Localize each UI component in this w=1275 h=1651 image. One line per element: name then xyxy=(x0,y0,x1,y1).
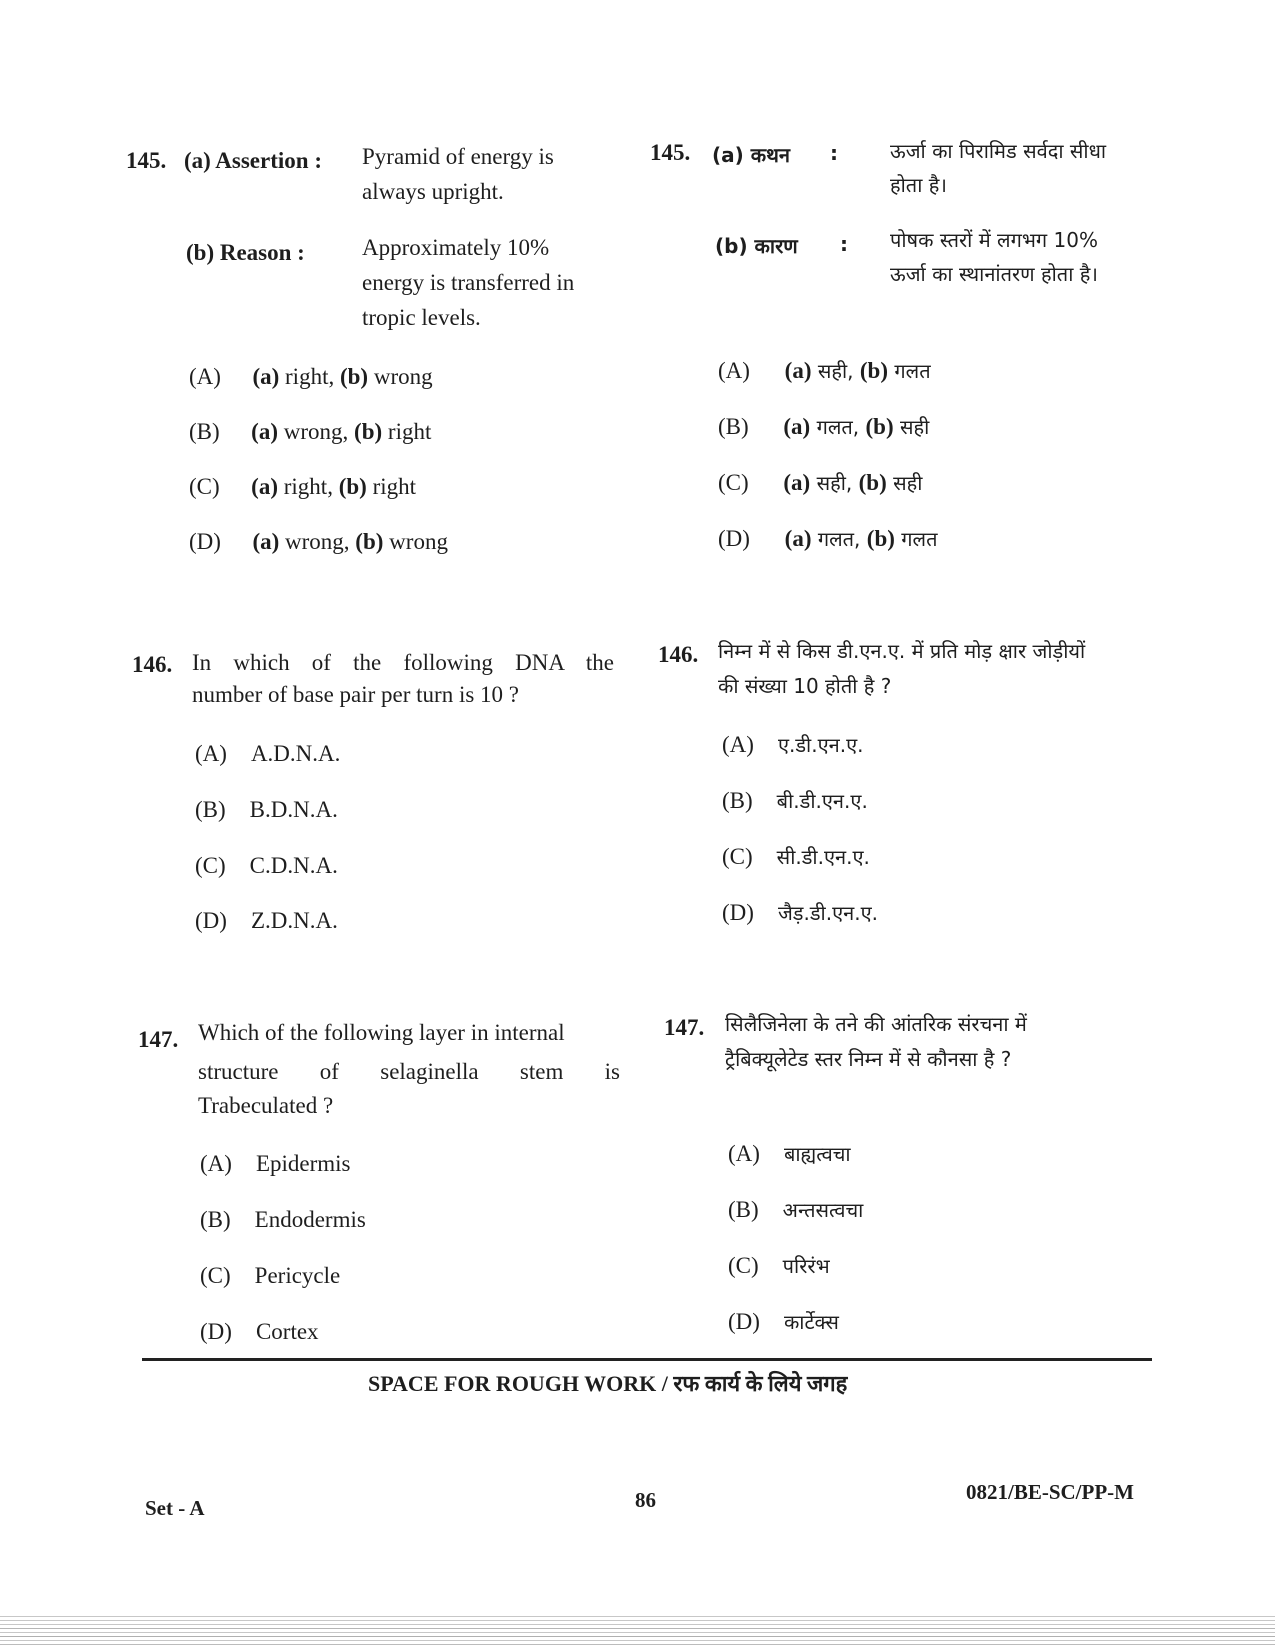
question-number: 146. xyxy=(132,652,173,677)
part-b: (b) xyxy=(858,470,887,495)
option-label: (D) xyxy=(200,1319,232,1344)
option-text: Epidermis xyxy=(255,1151,351,1176)
option-label: (B) xyxy=(728,1197,759,1222)
assertion-text-line-1: ऊर्जा का पिरामिड सर्वदा सीधा xyxy=(890,139,1107,163)
option-label: (D) xyxy=(718,526,750,551)
option-b xyxy=(728,1196,863,1223)
option-a xyxy=(195,741,340,767)
reason-label: (b) Reason : xyxy=(186,240,305,265)
part-a-value: गलत, xyxy=(811,527,867,551)
option-text: C.D.N.A. xyxy=(249,853,338,878)
part-a-value: सही, xyxy=(810,471,859,495)
part-b-value: गलत xyxy=(894,527,938,551)
question-text-line-1: Which of the following layer in internal xyxy=(198,1020,565,1045)
part-b: (b) xyxy=(355,529,384,554)
option-text: परिरंभ xyxy=(782,1254,830,1278)
option-c xyxy=(722,843,870,870)
option-a xyxy=(189,364,433,390)
option-a xyxy=(200,1151,350,1177)
question-text-line-2: की संख्या 10 होती है ? xyxy=(718,674,892,698)
reason-text-line-1: पोषक स्तरों में लगभग 10% xyxy=(890,228,1098,252)
question-text-line-1: In which of the following DNA the xyxy=(192,650,614,675)
option-label: (A) xyxy=(189,364,221,389)
assertion-text-line-2: always upright. xyxy=(362,179,504,204)
option-d xyxy=(718,525,937,552)
option-c xyxy=(728,1252,830,1279)
option-label: (D) xyxy=(722,900,754,925)
part-b-value: सही xyxy=(893,415,930,439)
question-number: 147. xyxy=(138,1027,179,1052)
option-label: (D) xyxy=(195,908,227,933)
rough-work-title: SPACE FOR ROUGH WORK / रफ कार्य के लिये जगह xyxy=(368,1371,848,1396)
option-text: Endodermis xyxy=(254,1207,366,1232)
option-text: Z.D.N.A. xyxy=(250,908,338,933)
part-a: (a) xyxy=(252,364,280,389)
option-d xyxy=(722,899,878,926)
option-c xyxy=(200,1263,340,1289)
option-text: ए.डी.एन.ए. xyxy=(777,733,864,757)
part-b: (b) xyxy=(865,414,894,439)
part-b-value: wrong xyxy=(383,529,448,554)
question-text-line-2: structure of selaginella stem is xyxy=(198,1059,620,1084)
option-text: अन्तसत्वचा xyxy=(782,1198,864,1222)
question-text-line-3: Trabeculated ? xyxy=(198,1093,334,1118)
option-label: (C) xyxy=(200,1263,231,1288)
part-b: (b) xyxy=(339,364,369,389)
option-b xyxy=(195,797,338,823)
reason-text-line-1: Approximately 10% xyxy=(362,235,550,260)
option-b xyxy=(200,1207,366,1233)
assertion-text-line-1: Pyramid of energy is xyxy=(362,144,554,169)
option-c xyxy=(195,853,338,879)
option-text: बाह्यत्वचा xyxy=(783,1142,851,1166)
option-d xyxy=(200,1319,319,1345)
reason-text-line-2: energy is transferred in xyxy=(362,270,575,295)
paper-code: 0821/BE-SC/PP-M xyxy=(966,1480,1134,1504)
part-a: (a) xyxy=(783,470,811,495)
option-b xyxy=(718,413,929,440)
option-label: (B) xyxy=(722,788,753,813)
option-label: (C) xyxy=(189,474,220,499)
reason-colon: : xyxy=(840,232,848,256)
option-label: (B) xyxy=(718,414,749,439)
set-label: Set - A xyxy=(145,1496,205,1520)
option-c xyxy=(718,469,922,496)
option-b xyxy=(722,787,868,814)
option-label: (B) xyxy=(200,1207,231,1232)
option-text: Cortex xyxy=(255,1319,319,1344)
option-label: (A) xyxy=(200,1151,232,1176)
part-a-value: गलत, xyxy=(810,415,866,439)
part-b-value: सही xyxy=(886,471,923,495)
part-b-value: wrong xyxy=(368,364,433,389)
question-text-line-2: number of base pair per turn is 10 ? xyxy=(192,682,520,707)
part-b: (b) xyxy=(866,526,895,551)
option-text: कार्टेक्स xyxy=(783,1310,839,1334)
option-text: A.D.N.A. xyxy=(250,741,341,766)
part-b-value: right xyxy=(382,419,432,444)
option-label: (D) xyxy=(189,529,221,554)
part-b-value: right xyxy=(366,474,417,499)
part-a-value: wrong, xyxy=(279,529,356,554)
question-text-line-1: निम्न में से किस डी.एन.ए. में प्रति मोड़ क्षार जोड़ीयों xyxy=(718,639,1086,663)
option-label: (C) xyxy=(718,470,749,495)
option-label: (C) xyxy=(195,853,226,878)
option-label: (A) xyxy=(718,358,750,383)
question-number: 145. xyxy=(126,148,167,173)
assertion-colon: : xyxy=(830,141,838,165)
part-a: (a) xyxy=(252,529,280,554)
part-a-value: right, xyxy=(278,474,339,499)
reason-text-line-2: ऊर्जा का स्थानांतरण होता है। xyxy=(890,262,1098,286)
option-text: सी.डी.एन.ए. xyxy=(776,845,870,869)
option-label: (C) xyxy=(728,1253,759,1278)
part-b-value: गलत xyxy=(888,359,931,383)
option-a xyxy=(722,731,864,758)
option-b xyxy=(189,419,431,445)
option-label: (C) xyxy=(722,844,753,869)
assertion-text-line-2: होता है। xyxy=(890,173,947,197)
part-a: (a) xyxy=(251,474,278,499)
option-a xyxy=(718,357,931,384)
option-d xyxy=(728,1308,839,1335)
part-a: (a) xyxy=(784,358,812,383)
question-text-line-2: ट्रैबिक्यूलेटेड स्तर निम्न में से कौनसा है ? xyxy=(725,1047,1012,1071)
part-b: (b) xyxy=(859,358,889,383)
part-a-value: सही, xyxy=(811,359,860,383)
reason-text-line-3: tropic levels. xyxy=(362,305,481,330)
question-number: 146. xyxy=(658,642,699,667)
assertion-label: (a) कथन xyxy=(712,143,790,167)
option-text: Pericycle xyxy=(254,1263,341,1288)
option-text: B.D.N.A. xyxy=(249,797,338,822)
question-number: 145. xyxy=(650,140,691,165)
rough-work-divider xyxy=(142,1358,1152,1361)
option-c xyxy=(189,474,416,500)
page-number: 86 xyxy=(635,1488,656,1512)
option-label: (B) xyxy=(189,419,220,444)
option-label: (D) xyxy=(728,1309,760,1334)
option-label: (A) xyxy=(722,732,754,757)
option-text: बी.डी.एन.ए. xyxy=(776,789,868,813)
option-text: जैड़.डी.एन.ए. xyxy=(777,901,879,925)
option-d xyxy=(189,529,448,555)
option-a xyxy=(728,1140,851,1167)
part-b: (b) xyxy=(354,419,383,444)
option-label: (B) xyxy=(195,797,226,822)
part-a-value: wrong, xyxy=(278,419,355,444)
part-a-value: right, xyxy=(279,364,340,389)
assertion-label: (a) Assertion : xyxy=(184,148,322,173)
option-d xyxy=(195,908,338,934)
part-a: (a) xyxy=(784,526,812,551)
reason-label: (b) कारण xyxy=(715,234,798,258)
option-label: (A) xyxy=(195,741,227,766)
part-b: (b) xyxy=(338,474,367,499)
part-a: (a) xyxy=(251,419,278,444)
option-label: (A) xyxy=(728,1141,760,1166)
question-text-line-1: सिलैजिनेला के तने की आंतरिक संरचना में xyxy=(725,1012,1027,1036)
question-number: 147. xyxy=(664,1015,705,1040)
part-a: (a) xyxy=(783,414,811,439)
